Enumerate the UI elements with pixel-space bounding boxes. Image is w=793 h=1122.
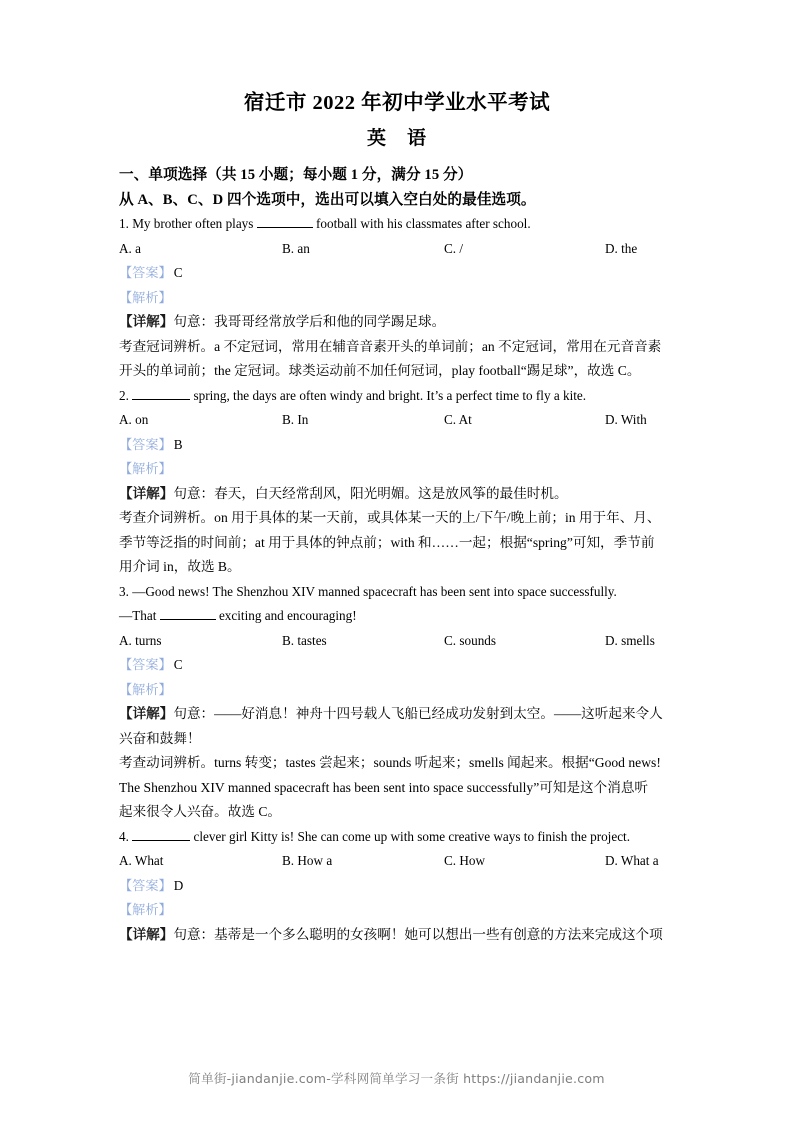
question-4-option-d[interactable]: D. What a (605, 853, 659, 868)
question-1-detail-line-3: 开头的单词前；the 定冠词。球类运动前不加任何冠词，play football“踢足球”，故选 C。 (119, 363, 641, 378)
page-subtitle: 英 语 (366, 128, 427, 149)
question-4-answer (119, 874, 675, 899)
question-2-detail-line-3: 季节等泛指的时间前；at 用于具体的钟点前；with 和……一起；根据“spring”可知，季节前 (119, 534, 655, 550)
question-3-option-d[interactable]: D. smells (605, 632, 655, 648)
question-1-options (119, 237, 675, 262)
question-1-answer (119, 261, 675, 286)
answer-tag: 【答案】 (119, 657, 172, 672)
question-2-stem-pre: 2. (119, 387, 133, 403)
analysis-tag: 【解析】 (119, 289, 172, 305)
question-3-option-c[interactable]: C. sounds (444, 632, 497, 648)
question-2-options (119, 408, 675, 433)
analysis-tag: 【解析】 (119, 681, 172, 697)
detail-tag: 【详解】 (119, 706, 174, 721)
detail-tag: 【详解】 (119, 485, 174, 501)
question-3-stem-line-2 (119, 604, 675, 629)
question-4-stem (119, 825, 675, 850)
question-4-blank (132, 828, 190, 840)
answer-tag: 【答案】 (119, 436, 172, 452)
question-2-answer (119, 433, 675, 458)
question-1-answer-value: C (173, 265, 183, 280)
answer-tag: 【答案】 (119, 265, 172, 280)
question-4-stem-post: clever girl Kitty is! She can come up with some creative ways to finish the project. (190, 828, 631, 844)
question-1-analysis (119, 286, 675, 311)
question-1-option-c[interactable]: C. / (444, 240, 464, 256)
analysis-tag: 【解析】 (119, 902, 172, 917)
question-1-detail-line-1 (119, 310, 675, 335)
detail-tag: 【详解】 (119, 926, 174, 942)
question-2-answer-value: B (173, 436, 183, 452)
question-2-option-c[interactable]: C. At (444, 412, 472, 427)
question-1-stem (119, 212, 675, 237)
question-2-option-a[interactable]: A. on (119, 412, 149, 427)
question-3-analysis (119, 678, 675, 703)
question-2-detail-text-1: 句意：春天，白天经常刮风，阳光明媚。这是放风筝的最佳时机。 (173, 485, 568, 501)
question-2-option-b[interactable]: B. In (282, 412, 309, 427)
question-3-answer (119, 653, 675, 678)
question-4-options (119, 849, 675, 874)
question-3-option-a[interactable]: A. turns (119, 632, 162, 648)
question-3-detail-line-5: 起来很令人兴奋。故选 C。 (119, 804, 281, 819)
question-2-detail-line-4: 用介词 in，故选 B。 (119, 559, 241, 574)
section-heading-line-1: 一、单项选择（共 15 小题；每小题 1 分，满分 15 分） (119, 167, 473, 183)
answer-tag: 【答案】 (119, 877, 172, 893)
question-3-detail-line-2: 兴奋和鼓舞！ (119, 730, 201, 746)
question-3-detail-line-4: The Shenzhou XIV manned spacecraft has been sent into space successfully”可知是这个消息听 (119, 779, 649, 795)
question-3-detail-text-1: 句意：——好消息！神舟十四号载人飞船已经成功发射到太空。——这听起来令人 (173, 706, 663, 721)
question-3-option-b[interactable]: B. tastes (282, 632, 327, 648)
question-1-option-b[interactable]: B. an (282, 240, 310, 256)
question-4-answer-value: D (173, 877, 184, 893)
question-4-detail-line-1 (119, 923, 675, 948)
question-2-option-d[interactable]: D. With (605, 412, 647, 427)
page-title: 宿迁市 2022 年初中学业水平考试 (243, 92, 551, 114)
question-4-option-a[interactable]: A. What (119, 853, 164, 868)
question-3-stem-pre: —That (119, 608, 160, 623)
question-4-analysis (119, 898, 675, 923)
question-4-detail-text-1: 句意：基蒂是一个多么聪明的女孩啊！她可以想出一些有创意的方法来完成这个项 (173, 926, 663, 942)
question-1-detail-line-2: 考查冠词辨析。a 不定冠词，常用在辅音音素开头的单词前；an 不定冠词，常用在元音音素 (119, 338, 662, 354)
question-2-stem (119, 384, 675, 409)
question-2-analysis (119, 457, 675, 482)
question-1-option-a[interactable]: A. a (119, 240, 141, 256)
question-4-option-b[interactable]: B. How a (282, 853, 333, 868)
question-3-answer-value: C (173, 657, 183, 672)
question-4-option-c[interactable]: C. How (444, 853, 486, 868)
question-3-detail-line-3: 考查动词辨析。turns 转变；tastes 尝起来；sounds 听起来；smells 闻起来。根据“Good news! (119, 755, 661, 770)
detail-tag: 【详解】 (119, 314, 174, 329)
question-3-stem-line-1: 3. —Good news! The Shenzhou XIV manned spacecraft has been sent into space successfully. (119, 583, 617, 599)
question-3-blank (160, 608, 216, 620)
question-3-options (119, 629, 675, 654)
question-2-stem-post: spring, the days are often windy and bright. It’s a perfect time to fly a kite. (190, 387, 587, 403)
question-1-option-d[interactable]: D. the (605, 240, 638, 256)
question-1-stem-post: football with his classmates after school. (312, 216, 531, 231)
question-2-blank (132, 387, 190, 399)
question-3-stem-post: exciting and encouraging! (215, 608, 357, 623)
page-footer-watermark: 简单街-jiandanjie.com-学科网简单学习一条街 https://jiandanjie.com (188, 1071, 605, 1086)
question-4-stem-pre: 4. (119, 828, 133, 844)
question-3-detail-line-1 (119, 702, 675, 727)
section-heading-line-2: 从 A、B、C、D 四个选项中，选出可以填入空白处的最佳选项。 (119, 191, 536, 208)
document-body (119, 88, 675, 947)
analysis-tag: 【解析】 (119, 461, 172, 476)
question-2-detail-line-1 (119, 482, 675, 507)
question-1-blank (257, 216, 313, 228)
question-1-stem-pre: 1. My brother often plays (119, 216, 257, 231)
question-1-detail-text-1: 句意：我哥哥经常放学后和他的同学踢足球。 (173, 314, 446, 329)
question-2-detail-line-2: 考查介词辨析。on 用于具体的某一天前，或具体某一天的上/下午/晚上前；in 用于年、月、 (119, 510, 661, 525)
